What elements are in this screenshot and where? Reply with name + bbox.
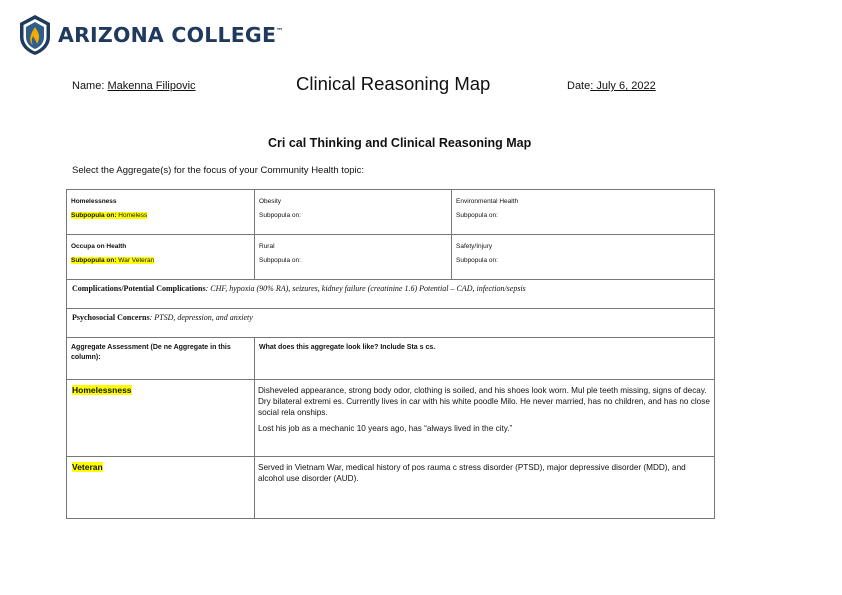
clinical-reasoning-table [66, 189, 715, 519]
assessment-description-homelessness[interactable]: Disheveled appearance, strong body odor, clothing is soiled, and his shoes look worn. Mul ple teeth missing, signs of decay. Dry bilateral extremi es. Currently lives in car with his white poodle Milo. He never married, has no children, and has no close social rela onships. Lost his job as a mechanic 10 years ago, has “always lived in the city.” [255, 380, 715, 457]
map-subtitle: Cri cal Thinking and Clinical Reasoning Map [268, 136, 532, 150]
aggregate-cell-occupation-health[interactable]: Occupa on Health Subpopula on: War Veteran [67, 235, 255, 280]
document-date: Date: July 6, 2022 [567, 80, 656, 92]
assessment-label-homelessness[interactable]: Homelessness [67, 380, 255, 457]
complications-cell[interactable]: Complications/Potential Complications: CHF, hypoxia (90% RA), seizures, kidney failure (creatinine 1.6) Potential – CAD, infection/sepsis [67, 280, 715, 309]
document-date-value: : July 6, 2022 [590, 80, 656, 92]
aggregate-row [67, 190, 715, 235]
assessment-row-homelessness [67, 380, 715, 457]
assessment-label-veteran[interactable]: Veteran [67, 457, 255, 519]
assessment-right-header: What does this aggregate look like? Include Sta s cs. [255, 338, 715, 380]
aggregate-instruction: Select the Aggregate(s) for the focus of your Community Health topic: [72, 165, 365, 176]
complications-row [67, 280, 715, 309]
aggregate-cell-rural[interactable]: Rural Subpopula on: [255, 235, 452, 280]
aggregate-row [67, 235, 715, 280]
aggregate-cell-safety-injury[interactable]: Safety/Injury Subpopula on: [452, 235, 715, 280]
assessment-header-row [67, 338, 715, 380]
student-name: Name: Makenna Filipovic [72, 80, 196, 92]
psychosocial-cell[interactable]: Psychosocial Concerns: PTSD, depression, and anxiety [67, 309, 715, 338]
aggregate-cell-obesity[interactable]: Obesity Subpopula on: [255, 190, 452, 235]
psychosocial-row [67, 309, 715, 338]
assessment-description-veteran[interactable]: Served in Vietnam War, medical history of pos rauma c stress disorder (PTSD), major depressive disorder (MDD), and alcohol use disorder (AUD). [255, 457, 715, 519]
college-logo [18, 13, 283, 57]
aggregate-cell-environmental-health[interactable]: Environmental Health Subpopula on: [452, 190, 715, 235]
page-title: Clinical Reasoning Map [296, 73, 491, 94]
arizona-college-shield-icon [18, 14, 52, 56]
assessment-row-veteran [67, 457, 715, 519]
assessment-left-header: Aggregate Assessment (De ne Aggregate in this column): [67, 338, 255, 380]
college-name: ARIZONA COLLEGE™ [58, 23, 284, 47]
aggregate-cell-homelessness[interactable]: Homelessness Subpopula on: Homeless [67, 190, 255, 235]
student-name-value: Makenna Filipovic [107, 80, 196, 92]
